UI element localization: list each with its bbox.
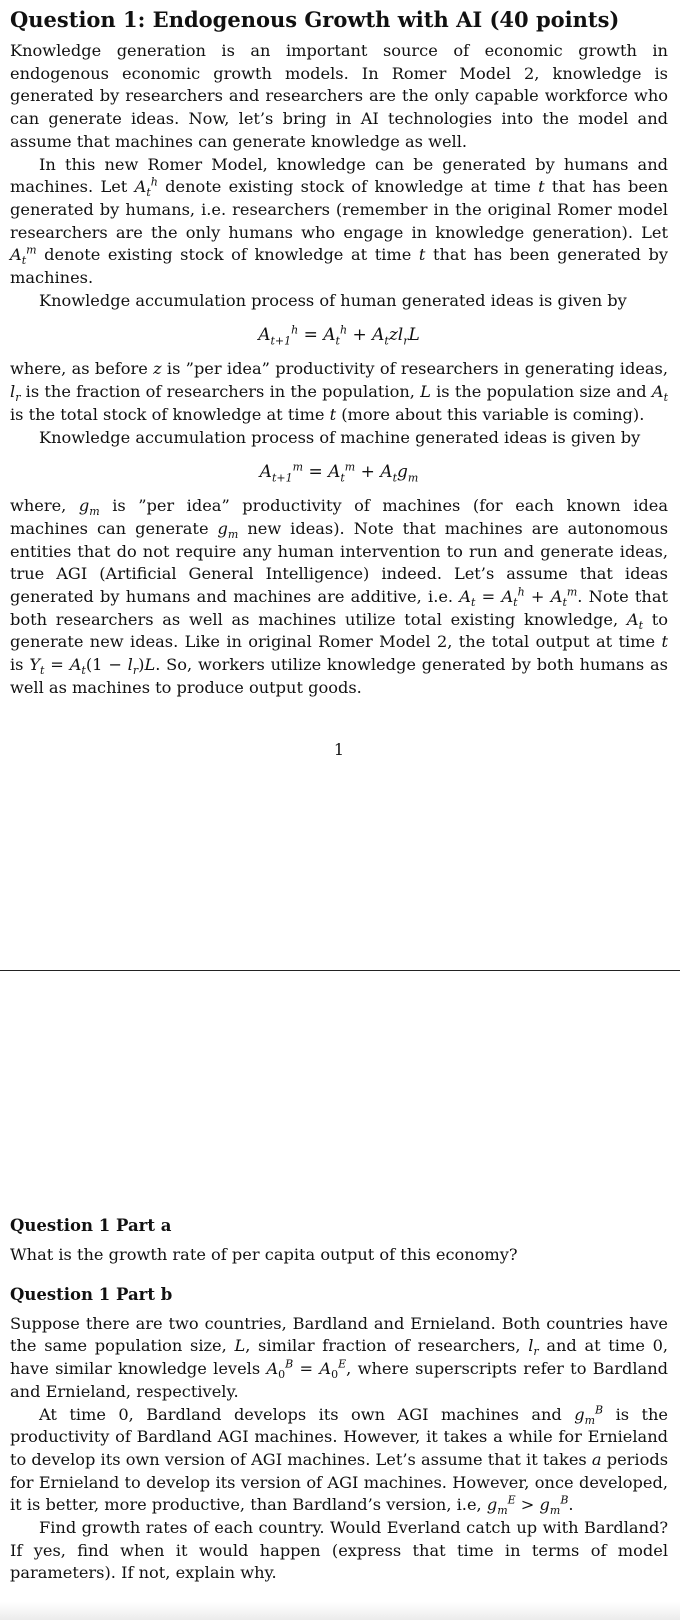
page-2: [10, 1214, 668, 1585]
equation-machine-knowledge: $A_{t+1}^m = A_t^m + A_tg_m$: [259, 460, 419, 485]
page-number: 1: [333, 739, 345, 759]
part-a-question: What is the growth rate of per capita output of this economy?: [10, 1245, 518, 1264]
page-divider: [0, 970, 680, 971]
part-a-title: Question 1 Part a: [10, 1216, 172, 1235]
page-1: [10, 0, 668, 759]
part-b-paragraph-question: Find growth rates of each country. Would Everland catch up with Bardland? If yes, find when it would happen (express that time in terms of model parameters). If not, explain why.: [10, 1518, 668, 1583]
question-title: Question 1: Endogenous Growth with AI (40 points): [10, 7, 620, 32]
bottom-shade: [0, 1602, 680, 1620]
paragraph-human-accumulation: Knowledge accumulation process of human generated ideas is given by: [39, 290, 627, 310]
part-b-title: Question 1 Part b: [10, 1284, 173, 1304]
equation-human-knowledge: $A_{t+1}^h = A_t^h + A_tzl_rL$: [258, 323, 420, 348]
part-b-paragraph-setup: Suppose there are two countries, Bardland and Ernieland. Both countries have the same population size, L, similar fraction of researchers, $l_r$ and at time 0, have similar knowledge levels $A_0^B = A_0^E$, where superscripts refer to Bardland and Ernieland, respectively.: [10, 1313, 669, 1401]
paragraph-new-model: In this new Romer Model, knowledge can be generated by humans and machines. Let $A_t^h$ denote existing stock of knowledge at time t that has been generated by humans, i.e. researchers (remember in the original Romer model researchers are the only humans who engage in knowledge generation). Let $A_t^m$ denote existing stock of knowledge at time t that has been generated by machines.: [10, 154, 669, 288]
paragraph-intro: Knowledge generation is an important source of economic growth in endogenous economic growth models. In Romer Model 2, knowledge is generated by researchers and researchers are the only capable workforce who can generate ideas. Now, let’s bring in AI technologies into the model and assume that machines can generate knowledge as well.: [10, 41, 668, 151]
part-b-paragraph-agi: At time 0, Bardland develops its own AGI machines and $g_m^B$ is the productivity of Bardland AGI machines. However, it takes a while for Ernieland to develop its own version of AGI machines. Let’s assume that it takes a periods for Ernieland to develop its version of AGI machines. However, once developed, it is better, more productive, than Bardland’s version, i.e, $g_m^E > g_m^B$.: [10, 1403, 669, 1518]
paragraph-machine-variables: where, $g_m$ is ”per idea” productivity of machines (for each known idea machines can generate $g_m$ new ideas). Note that machines are autonomous entities that do not require any human intervention to run and generate ideas, true AGI (Artificial General Intelligence) indeed. Let’s assume that ideas generated by humans and machines are additive, i.e. $A_t = A_t^h + A_t^m$. Note that both researchers as well as machines utilize total existing knowledge, $A_t$ to generate new ideas. Like in original Romer Model 2, the total output at time t is $Y_t = A_t(1 - l_r)L$. So, workers utilize knowledge generated by both humans as well as machines to produce output goods.: [10, 496, 668, 697]
paragraph-human-variables: where, as before z is ”per idea” productivity of researchers in generating ideas, $l_r$ is the fraction of researchers in the population, L is the population size and $A_t$ is the total stock of knowledge at time t (more about this variable is coming).: [10, 359, 669, 424]
paragraph-machine-accumulation: Knowledge accumulation process of machine generated ideas is given by: [39, 427, 641, 447]
